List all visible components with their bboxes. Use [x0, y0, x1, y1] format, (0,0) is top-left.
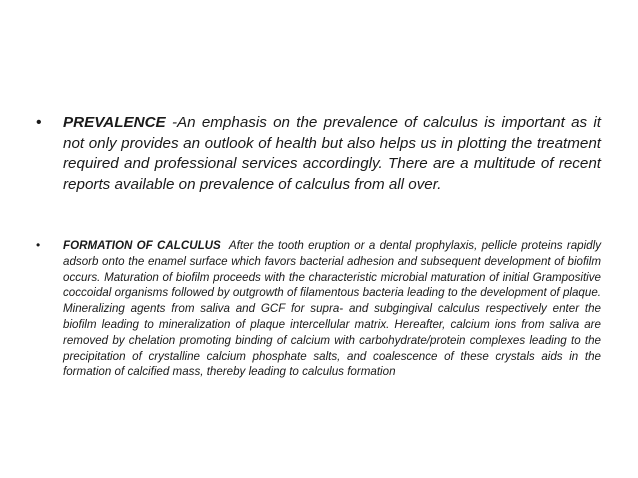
bullet-paragraph	[63, 113, 601, 195]
bullet-marker: •	[36, 238, 41, 252]
bullet-body: -An emphasis on the prevalence of calculus is important as it not only provides an outlook of health but also helps us in plotting the treatment required and professional services accordingly. There are a multitude of recent reports available on prevalence of calculus from all over.	[63, 114, 601, 193]
bullet-paragraph	[63, 238, 605, 380]
bullet-heading: PREVALENCE	[63, 114, 166, 131]
bullet-item-formation-of-calculus	[36, 238, 606, 380]
bullet-marker: •	[36, 114, 42, 131]
bullet-item-prevalence	[36, 113, 606, 195]
bullet-heading: FORMATION OF CALCULUS	[63, 239, 221, 252]
bullet-body: After the tooth eruption or a dental prophylaxis, pellicle proteins rapidly adsorb onto the enamel surface which favors bacterial adhesion and subsequent development of biofilm occurs. Maturation of biofilm proceeds with the characteristic microbial maturation of initial Grampositive coccoidal organisms followed by outgrowth of filamentous bacteria leading to the development of plaque. Mineralizing agents from saliva and GCF for supra- and subgingival calculus respectively enter the biofilm leading to mineralization of plaque intercellular matrix. Hereafter, calcium ions from saliva are removed by chelation promoting binding of calcium with carbohydrate/protein complexes leading to the precipitation of crystalline calcium phosphate salts, and coalescence of these crystals aids in the formation of calcified mass, thereby leading to calculus formation	[63, 239, 605, 379]
